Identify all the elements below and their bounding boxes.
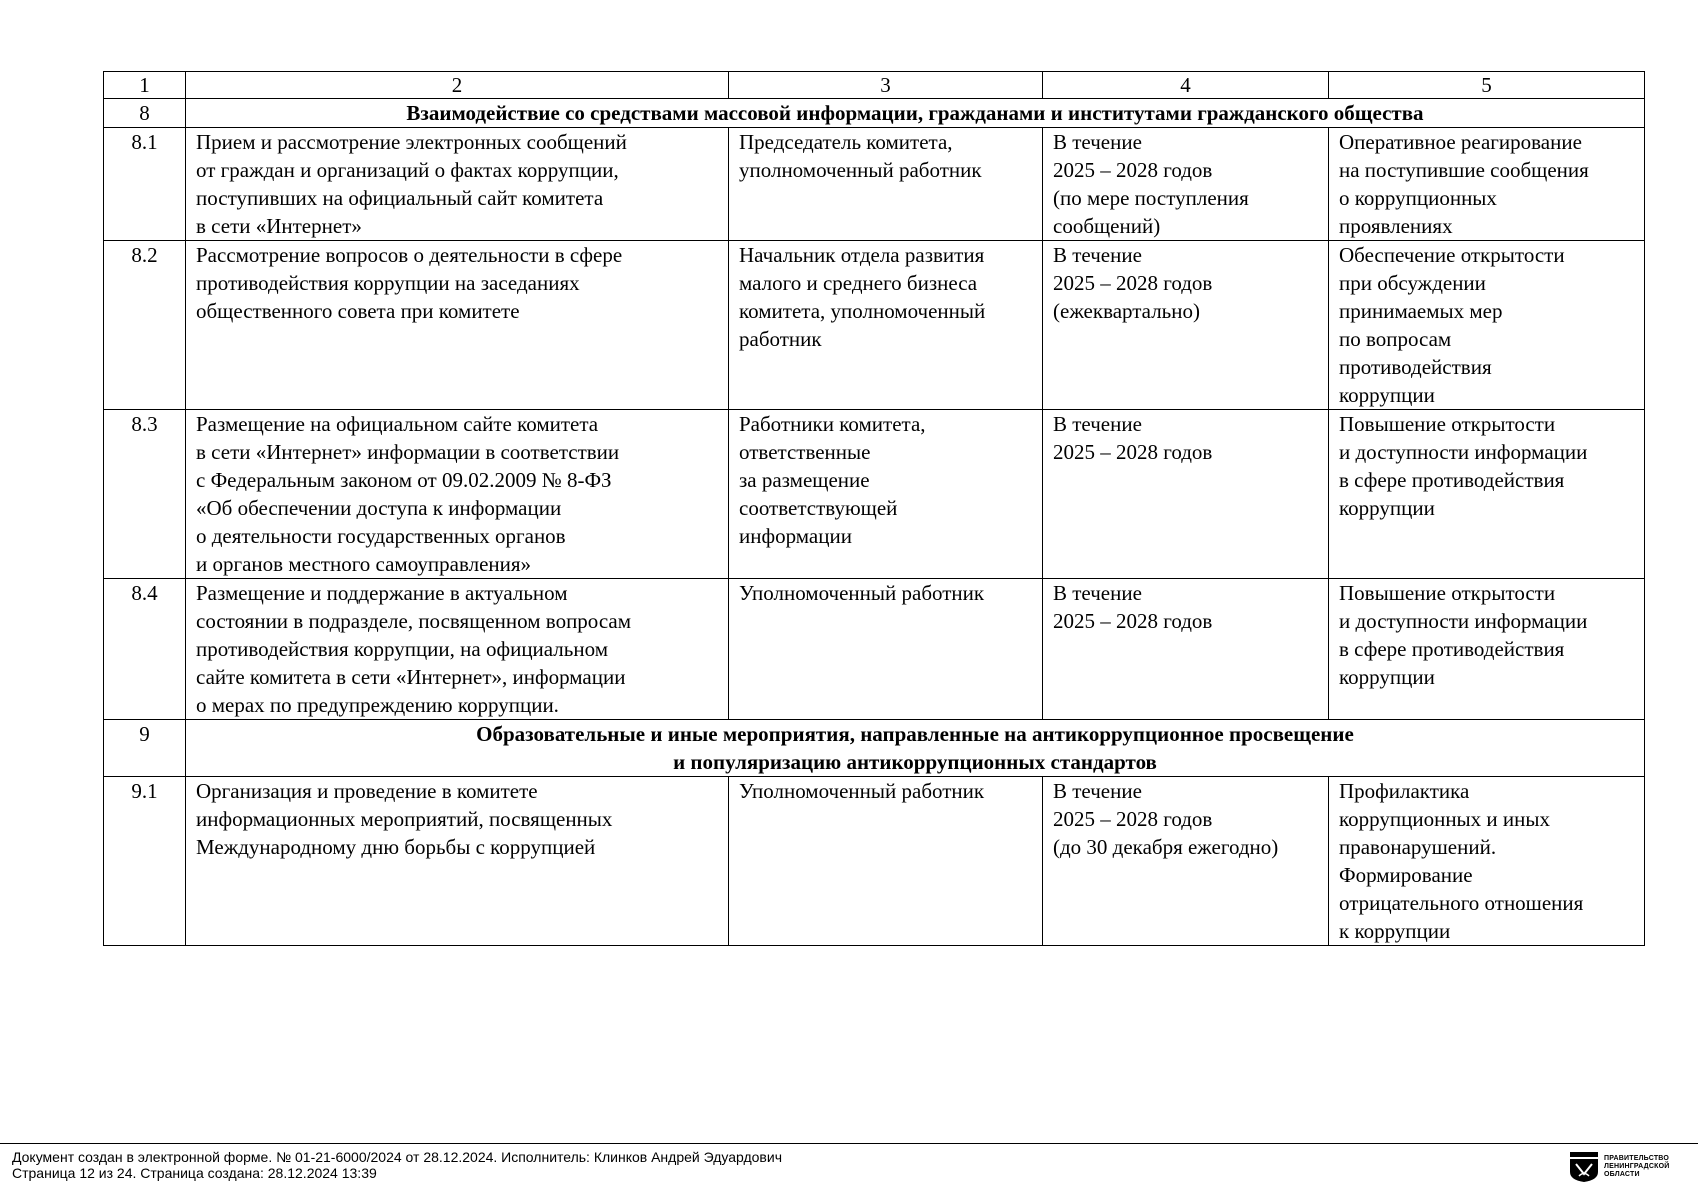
table-row xyxy=(104,128,1645,241)
section-number: 9 xyxy=(104,720,186,777)
result-cell: Повышение открытости и доступности информации в сфере противодействия коррупции xyxy=(1329,579,1645,720)
column-number: 5 xyxy=(1329,72,1645,99)
item-number: 9.1 xyxy=(104,777,186,946)
item-number: 8.1 xyxy=(104,128,186,241)
responsible-cell: Уполномоченный работник xyxy=(729,579,1043,720)
table-row xyxy=(104,579,1645,720)
activity-cell: Размещение и поддержание в актуальном состоянии в подразделе, посвященном вопросам противодействия коррупции, на официальном сайте комитета в сети «Интернет», информации о мерах по предупреждению коррупции. xyxy=(186,579,729,720)
responsible-cell: Председатель комитета, уполномоченный работник xyxy=(729,128,1043,241)
item-number: 8.4 xyxy=(104,579,186,720)
section-number: 8 xyxy=(104,99,186,128)
result-cell: Повышение открытости и доступности информации в сфере противодействия коррупции xyxy=(1329,410,1645,579)
item-number: 8.3 xyxy=(104,410,186,579)
deadline-cell: В течение 2025 – 2028 годов (ежеквартально) xyxy=(1043,241,1329,410)
responsible-cell: Работники комитета, ответственные за размещение соответствующей информации xyxy=(729,410,1043,579)
column-number: 1 xyxy=(104,72,186,99)
deadline-cell: В течение 2025 – 2028 годов (по мере поступления сообщений) xyxy=(1043,128,1329,241)
item-number: 8.2 xyxy=(104,241,186,410)
column-number-row xyxy=(104,72,1645,99)
result-cell: Профилактика коррупционных и иных правонарушений. Формирование отрицательного отношения к коррупции xyxy=(1329,777,1645,946)
activity-cell: Рассмотрение вопросов о деятельности в сфере противодействия коррупции на заседаниях общественного совета при комитете xyxy=(186,241,729,410)
section-title: Взаимодействие со средствами массовой информации, гражданами и институтами гражданского общества xyxy=(186,99,1645,128)
table-row xyxy=(104,241,1645,410)
section-row xyxy=(104,99,1645,128)
table-row xyxy=(104,777,1645,946)
activity-cell: Размещение на официальном сайте комитета в сети «Интернет» информации в соответствии с Федеральным законом от 09.02.2009 № 8-ФЗ «Об обеспечении доступа к информации о деятельности государственных органов и органов местного самоуправления» xyxy=(186,410,729,579)
responsible-cell: Уполномоченный работник xyxy=(729,777,1043,946)
document-footer xyxy=(12,1149,782,1181)
activity-cell: Организация и проведение в комитете информационных мероприятий, посвященных Международному дню борьбы с коррупцией xyxy=(186,777,729,946)
deadline-cell: В течение 2025 – 2028 годов xyxy=(1043,410,1329,579)
table-row xyxy=(104,410,1645,579)
deadline-cell: В течение 2025 – 2028 годов (до 30 декабря ежегодно) xyxy=(1043,777,1329,946)
column-number: 3 xyxy=(729,72,1043,99)
result-cell: Обеспечение открытости при обсуждении принимаемых мер по вопросам противодействия коррупции xyxy=(1329,241,1645,410)
government-logo xyxy=(1570,1152,1669,1182)
column-number: 4 xyxy=(1043,72,1329,99)
section-row xyxy=(104,720,1645,777)
result-cell: Оперативное реагирование на поступившие сообщения о коррупционных проявлениях xyxy=(1329,128,1645,241)
footer-document-info: Документ создан в электронной форме. № 01-21-6000/2024 от 28.12.2024. Исполнитель: Клинков Андрей Эдуардович xyxy=(12,1149,782,1165)
footer-page-info: Страница 12 из 24. Страница создана: 28.12.2024 13:39 xyxy=(12,1165,377,1181)
column-number: 2 xyxy=(186,72,729,99)
responsible-cell: Начальник отдела развития малого и среднего бизнеса комитета, уполномоченный работник xyxy=(729,241,1043,410)
coat-of-arms-icon xyxy=(1570,1152,1598,1182)
logo-text: ПРАВИТЕЛЬСТВО ЛЕНИНГРАДСКОЙ ОБЛАСТИ xyxy=(1604,1155,1670,1178)
activity-cell: Прием и рассмотрение электронных сообщений от граждан и организаций о фактах коррупции, поступивших на официальный сайт комитета в сети «Интернет» xyxy=(186,128,729,241)
deadline-cell: В течение 2025 – 2028 годов xyxy=(1043,579,1329,720)
measures-table xyxy=(103,71,1645,946)
footer-divider xyxy=(0,1143,1698,1144)
section-title: Образовательные и иные мероприятия, направленные на антикоррупционное просвещение и популяризацию антикоррупционных стандартов xyxy=(186,720,1645,777)
